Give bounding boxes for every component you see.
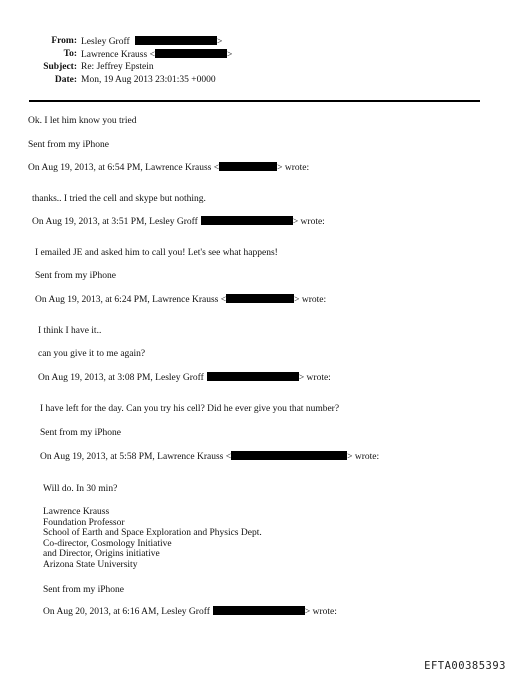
signature-sent-from: Sent from my iPhone (40, 428, 122, 438)
signature-sent-from: Sent from my iPhone (35, 271, 117, 281)
redaction-bar (155, 49, 227, 58)
redaction-bar (231, 451, 347, 460)
message-text: Ok. I let him know you tried (28, 116, 137, 126)
message-text: thanks.. I tried the cell and skype but nothing. (32, 194, 206, 204)
from-close-bracket: > (217, 37, 223, 47)
email-header (0, 0, 512, 100)
quote-wrote: > wrote: (294, 295, 327, 305)
redaction-bar (207, 372, 299, 381)
date-value: Mon, 19 Aug 2013 23:01:35 +0000 (81, 75, 216, 85)
message-text: I have left for the day. Can you try his cell? Did he ever give you that number? (40, 404, 340, 414)
signature-sent-from: Sent from my iPhone (28, 140, 110, 150)
signature-line: School of Earth and Space Exploration and Physics Dept. (43, 528, 262, 538)
header-divider (29, 100, 480, 102)
message-text: I think I have it.. (38, 326, 102, 336)
quote-attribution: On Aug 19, 2013, at 6:24 PM, Lawrence Krauss < (35, 295, 227, 305)
quote-header (43, 606, 337, 617)
quote-header (28, 162, 309, 173)
quote-header (38, 372, 331, 383)
redaction-bar (135, 36, 217, 45)
quote-attribution: On Aug 19, 2013, at 6:54 PM, Lawrence Krauss < (28, 163, 220, 173)
quote-attribution: On Aug 19, 2013, at 5:58 PM, Lawrence Krauss < (40, 452, 232, 462)
to-name: Lawrence Krauss < (81, 50, 155, 60)
subject-label: Subject: (43, 62, 77, 72)
signature-line: Co-director, Cosmology Initiative (43, 538, 172, 549)
quote-wrote: > wrote: (277, 163, 310, 173)
quote-wrote: > wrote: (298, 373, 331, 383)
from-label: From: (51, 36, 77, 46)
redaction-bar (219, 162, 277, 171)
redaction-bar (226, 294, 294, 303)
subject-value: Re: Jeffrey Epstein (81, 62, 154, 72)
from-name: Lesley Groff (81, 37, 130, 47)
signature-line: Foundation Professor (43, 517, 125, 528)
quote-header (35, 294, 326, 305)
to-close-bracket: > (226, 50, 233, 60)
quote-header (32, 216, 325, 227)
message-text: Will do. In 30 min? (43, 484, 118, 494)
message-text: I emailed JE and asked him to call you! Let's see what happens! (35, 248, 278, 258)
date-label: Date: (54, 75, 77, 85)
quote-wrote: > wrote: (347, 452, 380, 462)
quote-attribution: On Aug 19, 2013, at 3:08 PM, Lesley Groff (38, 373, 204, 383)
quote-header (40, 451, 379, 462)
signature-line: Lawrence Krauss (43, 507, 110, 517)
document-id: EFTA00385393 (424, 660, 506, 672)
signature-line: Arizona State University (43, 559, 138, 570)
quote-attribution: On Aug 20, 2013, at 6:16 AM, Lesley Groff (43, 607, 210, 617)
message-text: can you give it to me again? (38, 349, 146, 359)
signature-line: and Director, Origins initiative (43, 549, 160, 559)
to-label: To: (63, 49, 77, 59)
quote-wrote: > wrote: (304, 607, 337, 617)
redaction-bar (213, 606, 305, 615)
from-value (81, 36, 222, 47)
quote-wrote: > wrote: (292, 217, 325, 227)
redaction-bar (201, 216, 293, 225)
quote-attribution: On Aug 19, 2013, at 3:51 PM, Lesley Groff (32, 217, 198, 227)
to-value (81, 49, 232, 60)
signature-sent-from: Sent from my iPhone (43, 585, 125, 595)
signature-block (43, 507, 262, 570)
